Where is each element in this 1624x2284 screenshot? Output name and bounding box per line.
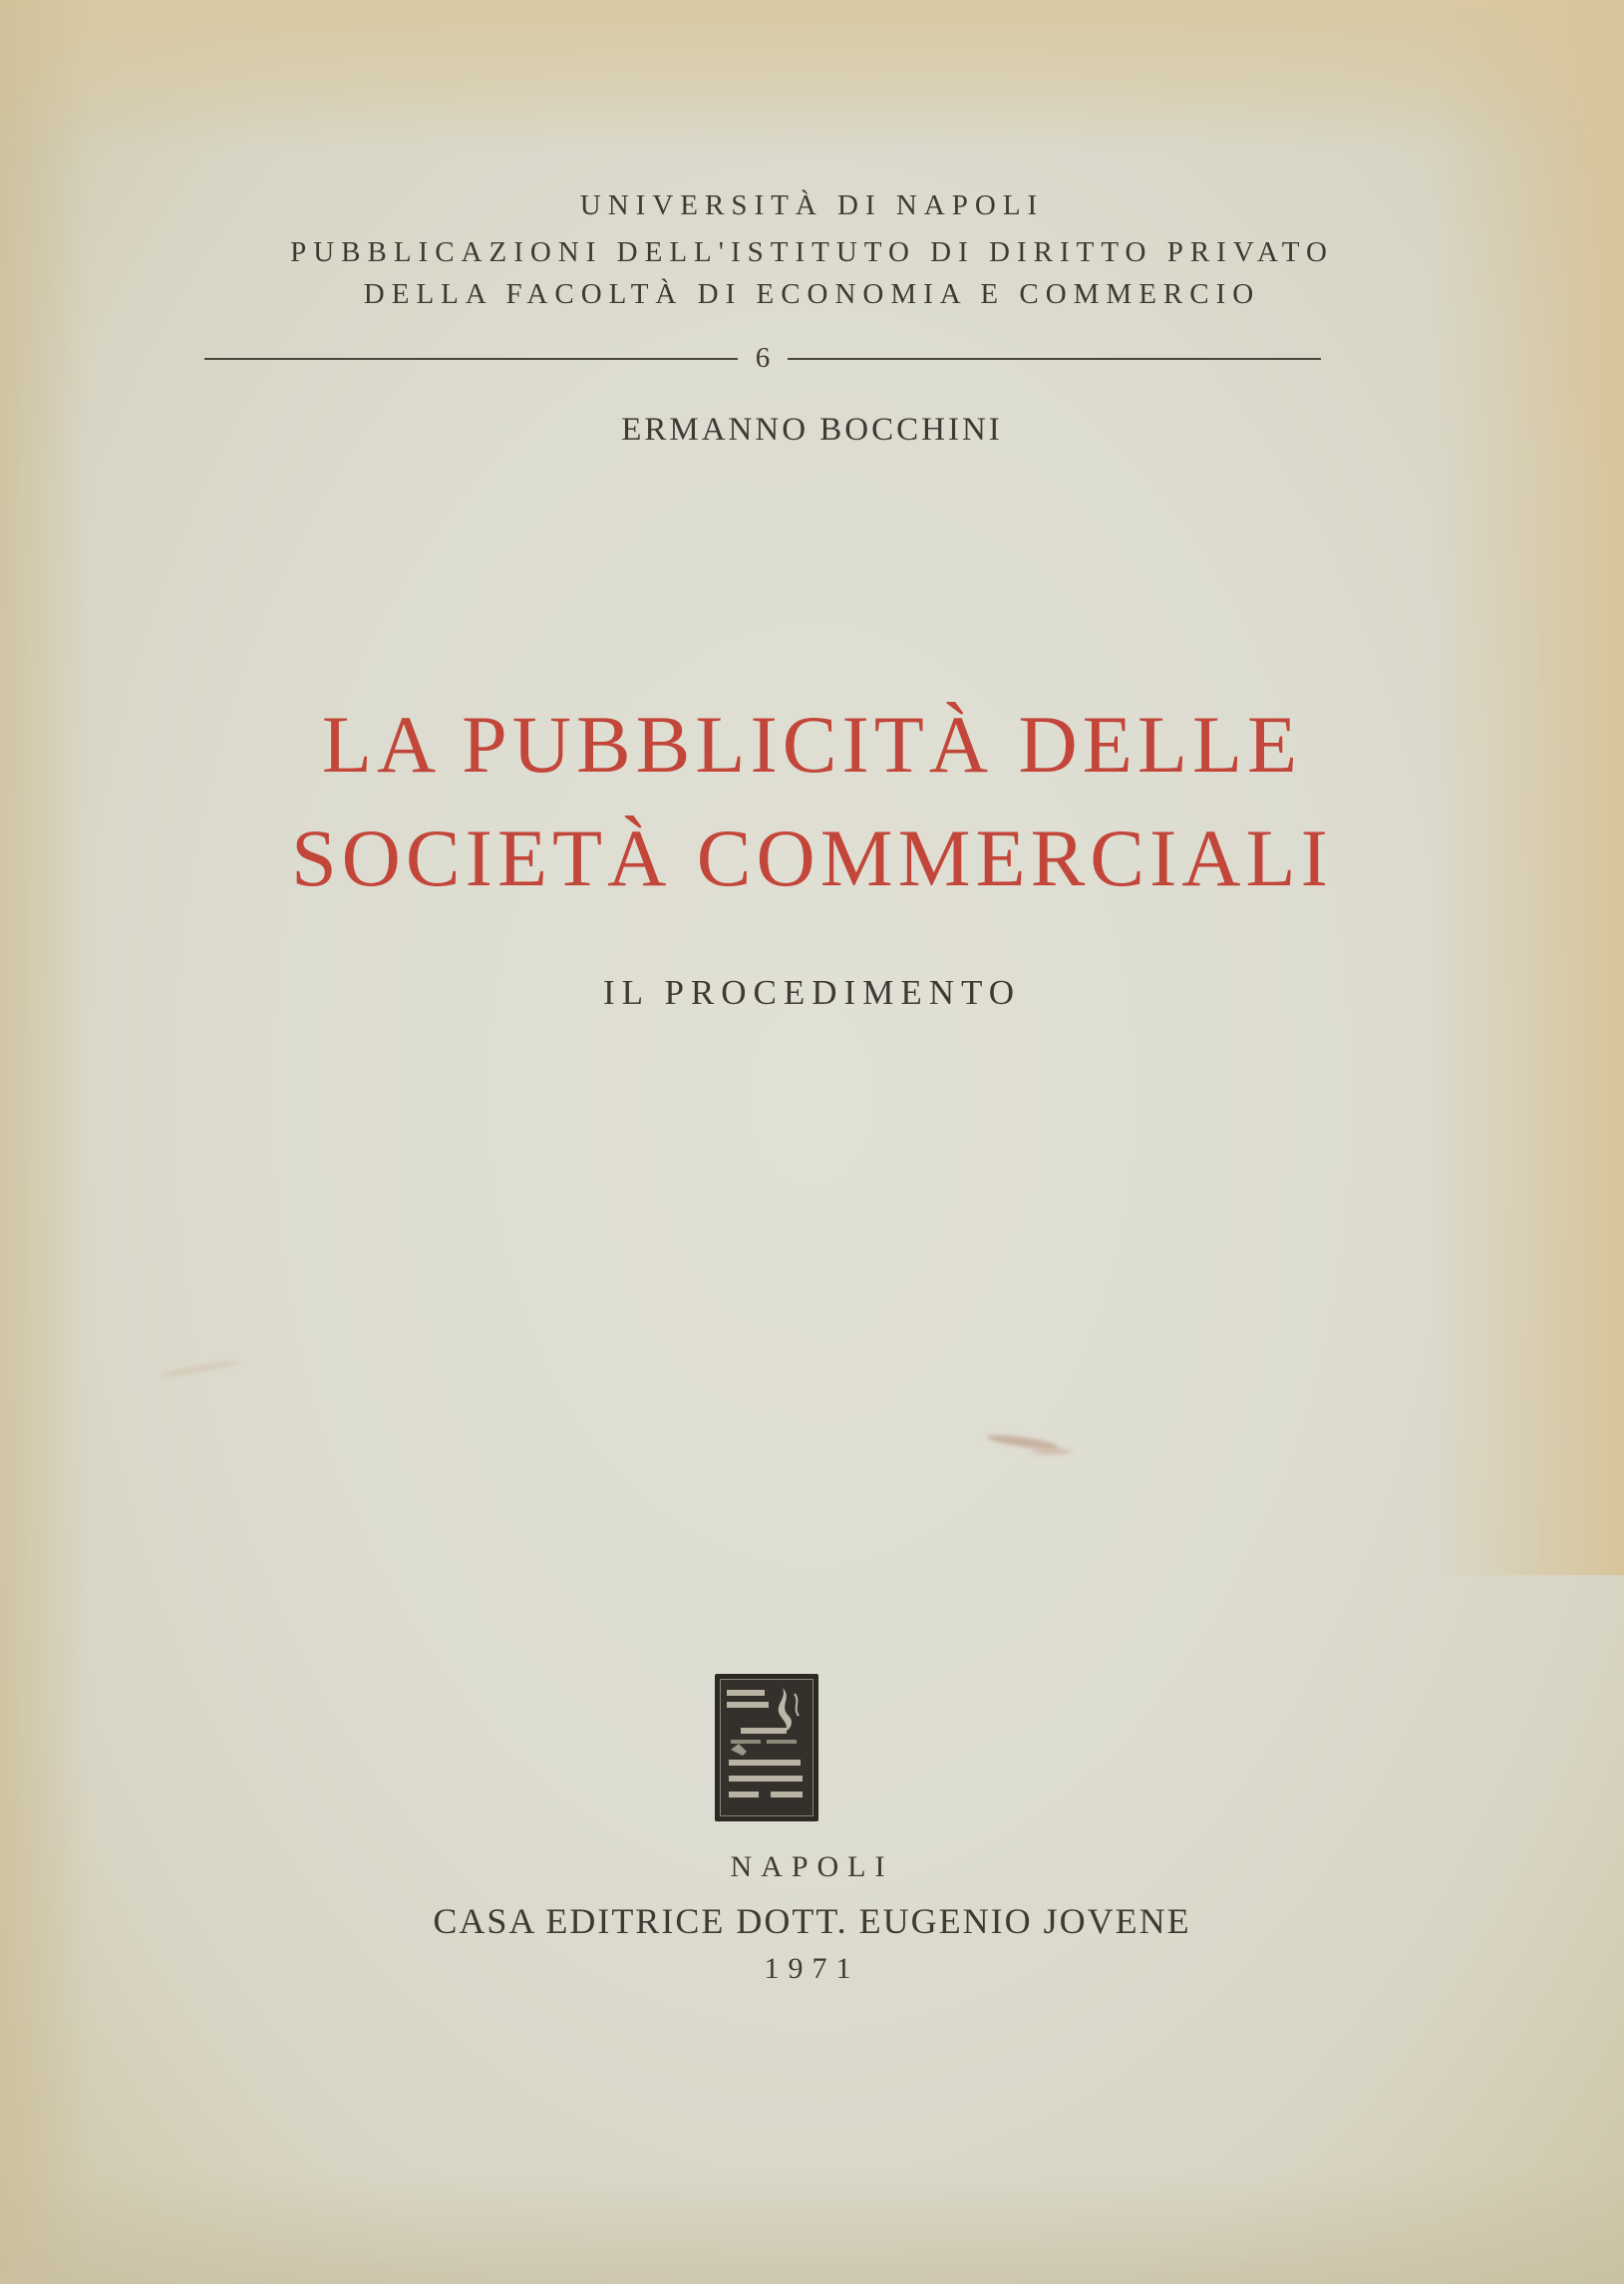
book-title-line-1: LA PUBBLICITÀ DELLE (321, 699, 1303, 790)
paper-aging-bottom (0, 2174, 1624, 2284)
series-number-rule (204, 340, 1321, 376)
publisher-emblem-frame (720, 1679, 813, 1816)
rule-left (204, 358, 738, 360)
paper-stain (160, 1359, 239, 1379)
series-line-3: DELLA FACOLTÀ DI ECONOMIA E COMMERCIO (363, 278, 1261, 310)
imprint-publisher: CASA EDITRICE DOTT. EUGENIO JOVENE (433, 1901, 1191, 1941)
author-name: ERMANNO BOCCHINI (621, 412, 1003, 448)
rule-right (788, 358, 1321, 360)
series-line-2: PUBBLICAZIONI DELL'ISTITUTO DI DIRITTO PRIVATO (290, 236, 1334, 268)
imprint-place: NAPOLI (730, 1850, 894, 1883)
series-number: 6 (755, 342, 771, 374)
imprint-year: 1971 (764, 1952, 860, 1985)
paper-stain (1032, 1449, 1072, 1455)
publisher-emblem-artwork (721, 1680, 812, 1815)
series-institution: UNIVERSITÀ DI NAPOLI (579, 189, 1045, 221)
book-subtitle: IL PROCEDIMENTO (602, 973, 1022, 1012)
book-title-line-2: SOCIETÀ COMMERCIALI (291, 813, 1333, 903)
publisher-emblem-icon (715, 1674, 818, 1821)
paper-aging-top (0, 0, 1624, 150)
